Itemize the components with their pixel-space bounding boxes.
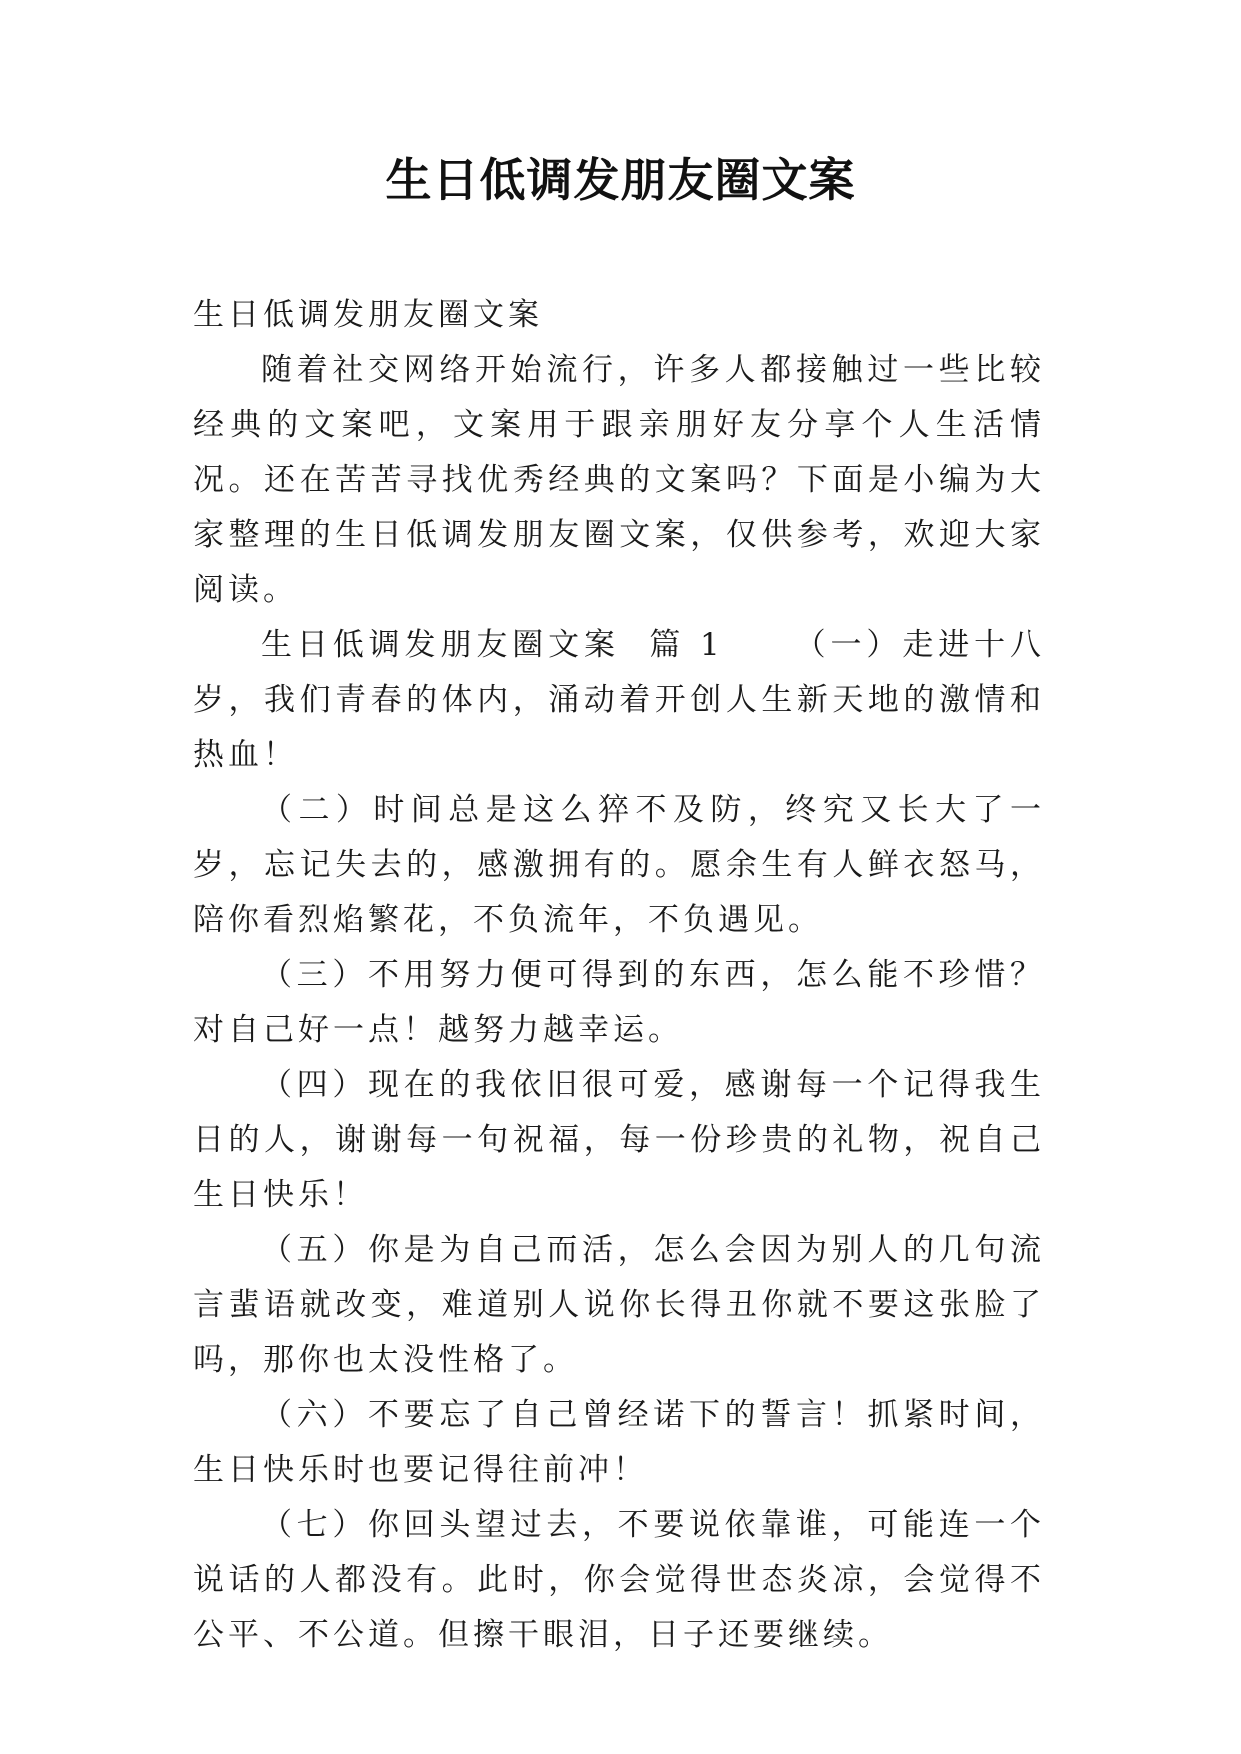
item-paragraph-2: （二）时间总是这么猝不及防，终究又长大了一岁，忘记失去的，感激拥有的。愿余生有人鲜衣怒马，陪你看烈焰繁花，不负流年，不负遇见。 — [193, 792, 1045, 938]
item-paragraph-3: （三）不用努力便可得到的东西，怎么能不珍惜？对自己好一点！越努力越幸运。 — [193, 957, 1045, 1048]
section-paragraph — [193, 618, 1045, 783]
document-body — [193, 288, 1045, 1663]
item-paragraph-5: （五）你是为自己而活，怎么会因为别人的几句流言蜚语就改变，难道别人说你长得丑你就不要这张脸了吗，那你也太没性格了。 — [193, 1232, 1045, 1378]
intro-paragraph: 随着社交网络开始流行，许多人都接触过一些比较经典的文案吧，文案用于跟亲朋好友分享个人生活情况。还在苦苦寻找优秀经典的文案吗？下面是小编为大家整理的生日低调发朋友圈文案，仅供参考，欢迎大家阅读。 — [193, 352, 1045, 608]
section-label: 生日低调发朋友圈文案 篇 1 — [261, 627, 724, 663]
item-paragraph-7: （七）你回头望过去，不要说依靠谁，可能连一个说话的人都没有。此时，你会觉得世态炎凉，会觉得不公平、不公道。但擦干眼泪，日子还要继续。 — [193, 1507, 1045, 1653]
item-paragraph-1: （一）走进十八岁，我们青春的体内，涌动着开创人生新天地的激情和热血！ — [193, 627, 1045, 773]
item-paragraph-4: （四）现在的我依旧很可爱，感谢每一个记得我生日的人，谢谢每一句祝福，每一份珍贵的礼物，祝自己生日快乐！ — [193, 1067, 1045, 1213]
document-subtitle: 生日低调发朋友圈文案 — [193, 297, 543, 333]
document-title: 生日低调发朋友圈文案 — [385, 153, 856, 207]
item-paragraph-6: （六）不要忘了自己曾经诺下的誓言！抓紧时间，生日快乐时也要记得往前冲！ — [193, 1397, 1045, 1488]
